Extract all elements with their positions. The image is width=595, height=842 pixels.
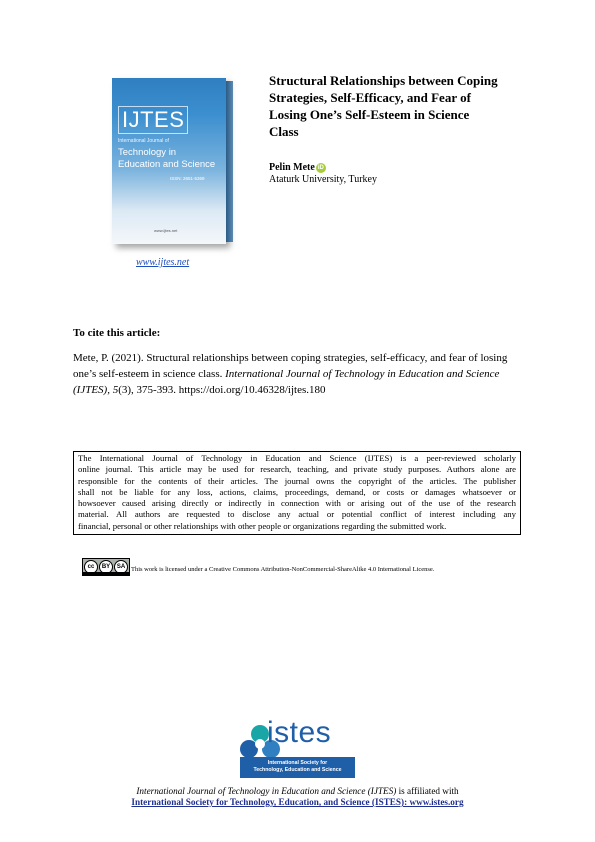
affiliation-statement: [0, 786, 595, 796]
license-text: This work is licensed under a Creative Commons Attribution-NonCommercial-ShareAlike 4.0 International License.: [131, 566, 435, 573]
istes-banner: [240, 757, 355, 778]
cover-issn: ISSN: 2651-5369: [170, 176, 205, 181]
orcid-icon[interactable]: iD: [317, 165, 324, 171]
affiliation-journal: International Journal of Technology in Education and Science (IJTES): [136, 786, 397, 796]
citation-tail: (3), 375-393. https://doi.org/10.46328/ijtes.180: [118, 384, 326, 396]
cover-subtitle-small: International Journal of: [118, 138, 169, 144]
notice-line: financial, personal or other relationships with other people or organizations regarding the submitted work.: [78, 520, 447, 531]
cover-subtitle: [118, 147, 224, 171]
istes-banner-line1: International Society for: [267, 760, 328, 766]
cover-subtitle-line2: Education and Science: [118, 159, 216, 170]
citation-journal: International Journal of Technology in Education and Science (IJTES), 5: [73, 368, 500, 396]
notice-line: responsible for the contents of their articles. The journal owns the copyright of the articles. The publisher: [78, 475, 516, 486]
notice-line: material. All authors are requested to disclose any actual or potential conflict of interest including any: [78, 509, 516, 520]
istes-website-link[interactable]: International Society for Technology, Education, and Science (ISTES): www.istes.org: [131, 797, 464, 807]
title-line: Losing One’s Self-Esteem in Science: [269, 107, 470, 122]
badge-strip: [83, 572, 129, 575]
article-title: [269, 72, 518, 140]
citation-lead: Mete, P. (2021). Structural relationships between coping strategies, self-efficacy, and fear of losing one’s self-esteem in science class.: [73, 352, 508, 380]
notice-line: online journal. This article may be used for research, teaching, and private study purposes. Authors alone are: [78, 464, 516, 475]
istes-banner-line2: Technology, Education and Science: [253, 767, 342, 773]
creative-commons-badge-icon[interactable]: [82, 558, 130, 576]
author-line: [269, 162, 326, 173]
title-line: Class: [269, 124, 299, 139]
affiliation-rest: is affiliated with: [396, 786, 459, 796]
author-affiliation: Ataturk University, Turkey: [269, 174, 377, 185]
citation-text: [73, 350, 523, 398]
cover-spine: [226, 81, 233, 242]
cover-url: www.ijtes.net: [154, 228, 178, 233]
sa-icon: SA: [114, 560, 128, 574]
journal-cover-image: [112, 78, 234, 246]
journal-website-link[interactable]: www.ijtes.net: [136, 257, 190, 268]
cc-icon: cc: [84, 560, 98, 574]
title-line: Structural Relationships between Coping: [269, 73, 498, 88]
notice-line: howsoever caused arising directly or indirectly in connection with or arising out of the use of the research: [78, 498, 516, 509]
notice-line: shall not be liable for any loss, actions, claims, proceedings, demand, or costs or damages whatsoever or: [78, 486, 516, 497]
cover-subtitle-line1: Technology in: [118, 147, 177, 158]
author-name: Pelin Mete: [269, 162, 315, 173]
copyright-notice-box: [73, 451, 521, 535]
title-line: Strategies, Self-Efficacy, and Fear of: [269, 90, 471, 105]
notice-line: The International Journal of Technology in Education and Science (IJTES) is a peer-reviewed scholarly: [78, 453, 516, 463]
istes-wordmark: istes: [267, 716, 332, 749]
cover-brand: IJTES: [118, 106, 188, 134]
cite-heading: To cite this article:: [73, 327, 161, 339]
by-icon: BY: [99, 560, 113, 574]
